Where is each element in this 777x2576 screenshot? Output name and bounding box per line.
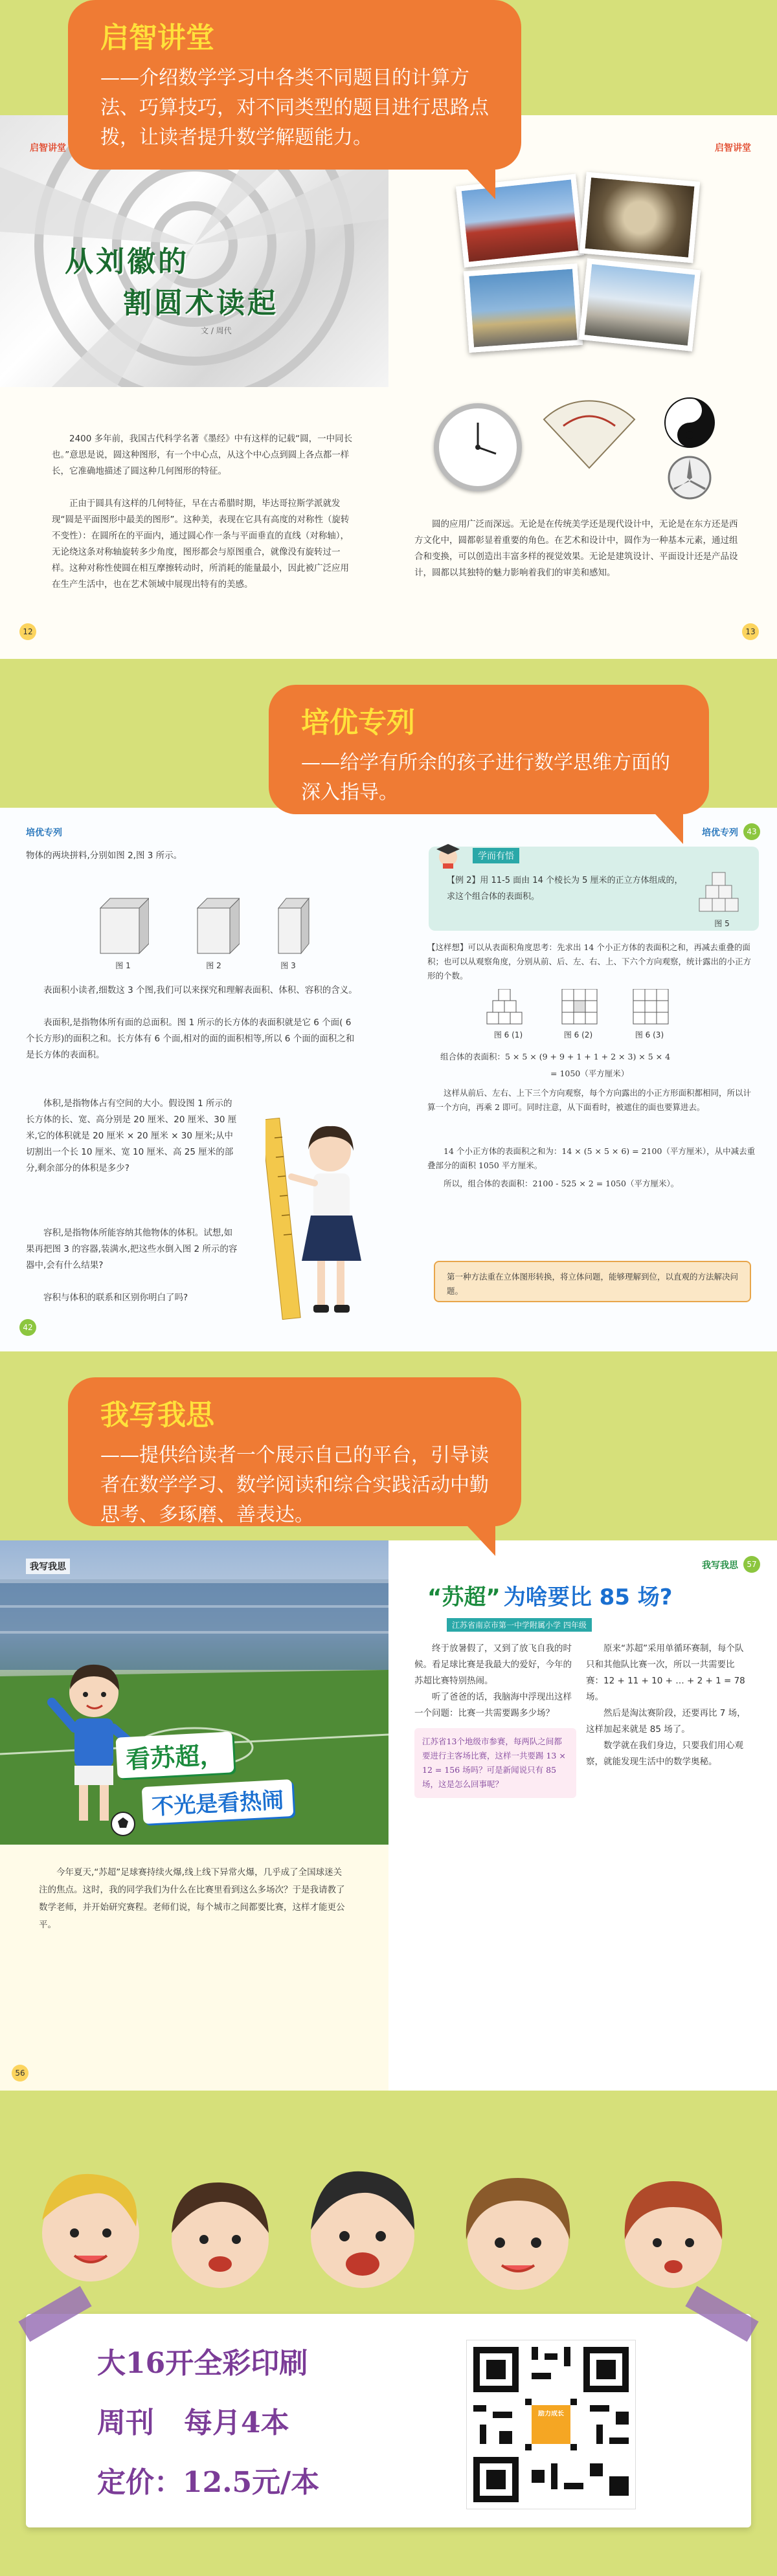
figure2-cuboid (188, 895, 240, 959)
dome-photo (580, 172, 700, 263)
article-title-block (65, 238, 298, 335)
promo-line2: 周刊 每月4本 (97, 2406, 289, 2439)
calc-line2: = 1050（平方厘米） (550, 1069, 629, 1078)
example-text: 【例 2】用 11-5 面由 14 个棱长为 5 厘米的正立方体组成的，求这个组合体的表面积。 (447, 876, 683, 902)
figure1-cuboid (91, 895, 149, 959)
s2-para6: 这样从前后、左右、上下三个方向观察，每个方向露出的小正方形面积都相同，所以计算一个方向，再乘 2 即可。同时注意，从下面看时，被遮住的面也要算进去。 (427, 1088, 752, 1112)
article-author: 文 / 周代 (201, 326, 232, 335)
s2-para1: 表面积小读者,细数这 3 个图,我们可以来探究和理解表面积、体积、容积的含义。 (43, 985, 357, 995)
spread3-right-page (388, 1540, 777, 2091)
s1-para1: 2400 多年前，我国古代科学名著《墨经》中有这样的记载“圆，一中同长也。”意思是说，圆这种图形，有一个中心点，从这个中心点到圆上各点都一样长，它准确地描述了圆这种几何图形的特征。 (52, 434, 353, 476)
section3-title: 我写我思 (100, 1399, 214, 1432)
article-title-line2: 割圆术读起 (123, 287, 278, 320)
fig1-label: 图 1 (115, 961, 131, 970)
promo-line3: 定价：12.5元/本 (97, 2466, 320, 2499)
mercedes-logo-icon (667, 455, 712, 500)
spread1-right-page (388, 115, 777, 659)
s3-right-para5: 然后是淘汰赛阶段，还要再比 7 场，这样加起来就是 85 场了。 (586, 1708, 746, 1735)
analysis-text: 【这样想】可以从表面积角度思考：先求出 14 个小正方体的表面积之和，再减去重叠的面积；也可以从观察角度，分别从前、后、左、右、上、下六个方向观察，统计露出的小正方形的个数。 (427, 942, 752, 981)
qr-code-icon[interactable] (466, 2340, 636, 2509)
calc-line1: 组合体的表面积：5 × 5 × (9 + 9 + 1 + 1 + 2 × 3) × 5 × 4 (440, 1052, 671, 1061)
spread3-page-left: 56 (12, 2065, 28, 2082)
spread-1 (0, 115, 777, 659)
spread2-right-page (388, 808, 777, 1351)
cathedral-photo (579, 258, 701, 351)
section1-desc: ——介绍数学学习中各类不同题目的计算方法、巧算技巧，对不同类型的题目进行思路点拨，让读者提升数学解题能力。 (100, 67, 489, 149)
s3-right-para1: 终于放暑假了，又到了放飞自我的时候。看足球比赛是我最大的爱好，今年的苏超比赛特别热闹。 (414, 1643, 572, 1686)
s3-right-para2: 听了爸爸的话，我脑海中浮现出这样一个问题：比赛一共需要踢多少场？ (414, 1692, 572, 1718)
spread-3 (0, 1540, 777, 2091)
spread2-page-right: 43 (743, 823, 760, 840)
highlight-box: 江苏省13个地级市参赛，每两队之间都要进行主客场比赛，这样一共要踢 13 × 12 = 156 场吗？可是新闻说只有 85 场，这是怎么回事呢？ (414, 1728, 576, 1798)
spread2-page-left: 42 (19, 1319, 36, 1336)
right-title-part2: 为啥要比 85 场? (503, 1584, 673, 1610)
s1-para2: 正由于圆具有这样的几何特征，早在古希腊时期，毕达哥拉斯学派就发现“圆是平面图形中最美的图形”。这种美，表现在它具有高度的对称性（旋转不变性）：在圆所在的平面内，通过圆心作一条与平面垂直的直线（对称轴），无论绕这条对称轴旋转多少角度，图形都会与原图重合，就像没有旋转过一样。这种对称性使圆在相互摩擦转动时，所消耗的能量最小，因此被广泛应用在生产生活中，也在艺术领域中展现出特有的美感。 (52, 498, 350, 590)
spread3-left-page (0, 1540, 388, 2091)
yin-yang-icon (664, 397, 715, 449)
view3-figure (628, 989, 673, 1030)
headline-block (117, 1735, 376, 1825)
spread3-header-left: 我写我思 (26, 1559, 70, 1574)
spread1-header-left: 启智讲堂 (30, 143, 66, 153)
promo-line1: 大16开全彩印刷 (97, 2347, 308, 2380)
sydney-opera-photo (464, 263, 583, 353)
promo-card (26, 2314, 751, 2527)
figure5-stacked-cubes (693, 860, 751, 918)
student-avatar-icon (434, 840, 462, 869)
author-tag: 江苏省南京市第一中学附属小学 四年级 (447, 1618, 592, 1632)
section3-desc: ——提供给读者一个展示自己的平台，引导读者在数学学习、数学阅读和综合实践活动中勤思考、多琢磨、善表达。 (100, 1444, 489, 1526)
s1-para3: 圆的应用广泛而深远。无论是在传统美学还是现代设计中，无论是在东方还是西方文化中，圆都彰显着重要的角色。在艺术和设计中，圆作为一种基本元素，通过组合和变换，可以创造出丰富多样的视觉效果。无论是建筑设计、平面设计还是产品设计，圆都以其独特的魅力影响着我们的审美和感知。 (414, 519, 738, 578)
section1-bubble (68, 0, 521, 170)
section2-title: 培优专列 (301, 706, 415, 739)
note-box: 第一种方法重在立体图形转换，将立体问题，能够理解到位，以直观的方法解决问题。 (434, 1261, 751, 1302)
clock-icon (434, 403, 522, 491)
spread1-left-page (0, 115, 388, 659)
view1-figure (479, 989, 537, 1030)
spread3-header-right: 我写我思 (702, 1560, 738, 1571)
s2-para7: 14 个小正方体的表面积之和为：14 × (5 × 5 × 6) = 2100（平方厘米），从中减去重叠部分的面积 1050 平方厘米。 (427, 1146, 756, 1170)
girl-with-ruler-illustration (265, 1112, 376, 1326)
spread1-header-right: 启智讲堂 (715, 143, 751, 153)
fan-icon (537, 394, 641, 471)
children-illustration (0, 2110, 777, 2324)
s2-para8: 所以，组合体的表面积：2100 - 525 × 2 = 1050（平方厘米）。 (444, 1179, 679, 1188)
s2-para3: 体积,是指物体占有空间的大小。假设图 1 所示的长方体的长、宽、高分别是 20 厘米、20 厘米、30 厘米,它的体积就是 20 厘米 × 20 厘米 × 30 厘米;从中切割出一个长 10 厘米、宽 10 厘米、高 25 厘米的部分,剩余部分的体积是多少? (26, 1098, 237, 1173)
headline-line1: 看苏超， (115, 1731, 234, 1778)
view3-label: 图 6 (3) (635, 1030, 664, 1039)
spread1-page-right: 13 (742, 623, 759, 640)
spread2-left-page (0, 808, 388, 1351)
s2-para4: 容积,是指物体所能容纳其他物体的体积。试想,如果再把图 3 的容器,装满水,把这些水倒入图 2 所示的容器中,会有什么结果? (26, 1228, 238, 1271)
fig5-label: 图 5 (714, 919, 730, 928)
s3-right-para6: 数学就在我们身边，只要我们用心观察，就能发现生活中的数学奥秘。 (586, 1740, 743, 1767)
box-title: 学而有悟 (473, 848, 519, 863)
right-column-left (414, 1641, 576, 2055)
spread3-page-right-badge: 57 (743, 1556, 760, 1573)
right-title-block (427, 1579, 738, 1611)
s3-right-para4: 原来“苏超”采用单循环赛制，每个队只和其他队比赛一次，所以一共需要比赛：12 + 11 + 10 + … + 2 + 1 = 78 场。 (586, 1643, 745, 1702)
section2-desc: ——给学有所余的孩子进行数学思维方面的深入指导。 (301, 751, 670, 804)
right-column-right (586, 1641, 751, 2055)
qr-center-label: 励力成长 (538, 2410, 564, 2417)
section3-bubble (68, 1377, 521, 1526)
headline-line2: 不光是看热闹 (142, 1779, 294, 1824)
spread2-header-left: 培优专列 (26, 828, 62, 838)
section2-bubble (269, 685, 709, 814)
fig2-label: 图 2 (206, 961, 221, 970)
spread-2 (0, 808, 777, 1351)
view1-label: 图 6 (1) (493, 1030, 523, 1039)
article-title-line1: 从刘徽的 (65, 245, 189, 278)
spread1-page-left: 12 (19, 623, 36, 640)
s2-para2: 表面积,是指物体所有面的总面积。图 1 所示的长方体的表面积就是它 6 个面( 6 个长方形)的面积之和。长方体有 6 个面,相对的面的面积相等,所以 6 个面的面积之和是长方体的表面积。 (26, 1017, 355, 1060)
s2-para5: 容积与体积的联系和区别你明白了吗? (43, 1293, 188, 1303)
fig3-label: 图 3 (280, 961, 296, 970)
view2-label: 图 6 (2) (563, 1030, 593, 1039)
right-title-part1: “苏超” (427, 1584, 501, 1610)
spread2-header-right: 培优专列 (702, 828, 738, 838)
s3-left-para: 今年夏天,“苏超”足球赛持续火爆,线上线下异常火爆，几乎成了全国球迷关注的焦点。这时，我的同学我们为什么在比赛里看到这么多场次？于是我请教了数学老师，并开始研究赛程。老师们说，每个城市之间都要比赛，这样才能更公平。 (39, 1867, 345, 1930)
view2-figure (557, 989, 602, 1030)
section1-title: 启智讲堂 (100, 21, 214, 54)
figure3-cuboid (272, 895, 311, 959)
s2-intro: 物体的两块拼料,分别如图 2,图 3 所示。 (26, 850, 183, 861)
